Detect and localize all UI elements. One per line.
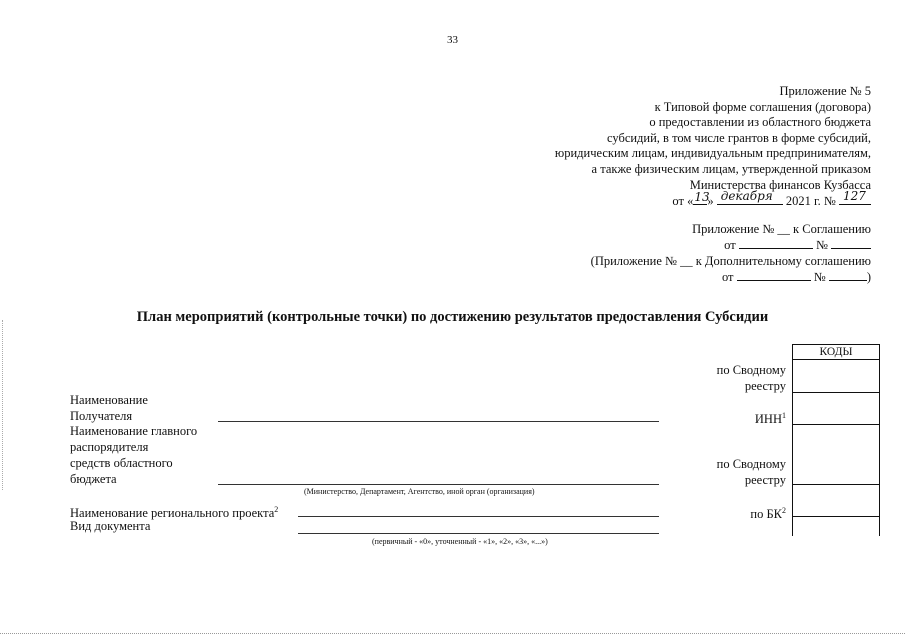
number-label: №: [813, 270, 826, 284]
order-number-handwritten: 127: [843, 189, 866, 204]
registry-label-2: [690, 456, 786, 488]
annex-line: Приложение № 5: [779, 84, 871, 98]
footnote-mark: 2: [274, 505, 279, 514]
annex-line: о предоставлении из областного бюджета: [649, 115, 871, 130]
annex-line: юридическим лицам, индивидуальным предпринимателям,: [554, 146, 871, 161]
footnote-mark: 1: [782, 411, 786, 420]
number-blank: [831, 237, 871, 249]
document-title: План мероприятий (контрольные точки) по достижению результатов предоставления Субсидии: [136, 309, 769, 325]
recipient-label: [70, 392, 148, 424]
from-label: от: [724, 238, 736, 252]
gmanager-label-line: Наименование главного: [70, 424, 198, 438]
from-label: от: [721, 270, 734, 284]
codes-row-divider: [793, 484, 879, 485]
agreement-line: Приложение № __ к Соглашению: [692, 222, 871, 236]
registry-label-line: реестру: [744, 379, 786, 393]
annex-line: к Типовой форме соглашения (договора): [654, 99, 871, 114]
regional-project-field[interactable]: [298, 516, 659, 517]
day-close: »: [707, 194, 714, 209]
number-blank: [829, 269, 867, 281]
doc-type-label: Вид документа: [70, 519, 151, 533]
date-blank: [739, 237, 813, 249]
recipient-label-line: Наименование: [70, 393, 148, 407]
gmanager-label: [70, 423, 197, 487]
bk-text: по БК: [750, 507, 782, 522]
registry-label: [690, 362, 786, 394]
footnote-mark: 2: [782, 506, 786, 515]
number-label: №: [815, 238, 828, 252]
recipient-label-line: Получателя: [70, 409, 133, 423]
date-blank: [737, 269, 811, 281]
inn-text: ИНН: [754, 412, 782, 427]
close-paren: ): [866, 270, 871, 284]
doc-type-field[interactable]: [298, 533, 659, 534]
inn-label: [690, 408, 786, 427]
bk-label: [690, 503, 786, 522]
agreement-date-line: [591, 237, 871, 253]
gmanager-label-line: средств областного: [70, 456, 173, 470]
annex-line: а также физическим лицам, утвержденной приказом: [591, 161, 871, 176]
month-handwritten: декабря: [720, 189, 773, 204]
registry-label-line: реестру: [744, 473, 786, 487]
regional-project-text: Наименование регионального проекта: [70, 506, 275, 521]
day-field: [693, 190, 710, 205]
gmanager-label-line: распорядителя: [70, 440, 149, 454]
order-date-line: [555, 189, 871, 210]
annex-line: Министерства финансов Кузбасса: [689, 177, 871, 192]
codes-row-divider: [793, 516, 879, 517]
day-handwritten: 13: [694, 190, 710, 205]
codes-row-divider: [793, 424, 879, 425]
order-number-field: [839, 189, 871, 205]
agreement-reference: [591, 221, 871, 285]
annex-line: субсидий, в том числе грантов в форме субсидий,: [606, 130, 871, 145]
doc-type-note: (первичный - «0», уточненный - «1», «2», «3», «...»): [372, 537, 548, 546]
supplementary-line: (Приложение № __ к Дополнительному соглашению: [590, 254, 871, 268]
codes-header: КОДЫ: [793, 344, 879, 360]
scan-edge: [2, 320, 5, 490]
date-prefix: от «: [672, 194, 694, 209]
gmanager-note: (Министерство, Департамент, Агентство, иной орган (организация): [304, 487, 535, 496]
page-number: 33: [447, 34, 458, 46]
gmanager-label-line: бюджета: [70, 472, 117, 486]
codes-row-divider: [793, 392, 879, 393]
registry-label-line: по Сводному: [716, 363, 786, 377]
month-field: [717, 189, 783, 205]
recipient-field[interactable]: [218, 421, 659, 422]
year-text: 2021 г. №: [785, 194, 836, 209]
supplementary-date-line: [591, 269, 871, 285]
gmanager-field[interactable]: [218, 484, 659, 485]
annex-header: [555, 84, 871, 210]
page-bottom-edge: [0, 633, 905, 634]
registry-label-line: по Сводному: [716, 457, 786, 471]
codes-table: [792, 344, 880, 536]
